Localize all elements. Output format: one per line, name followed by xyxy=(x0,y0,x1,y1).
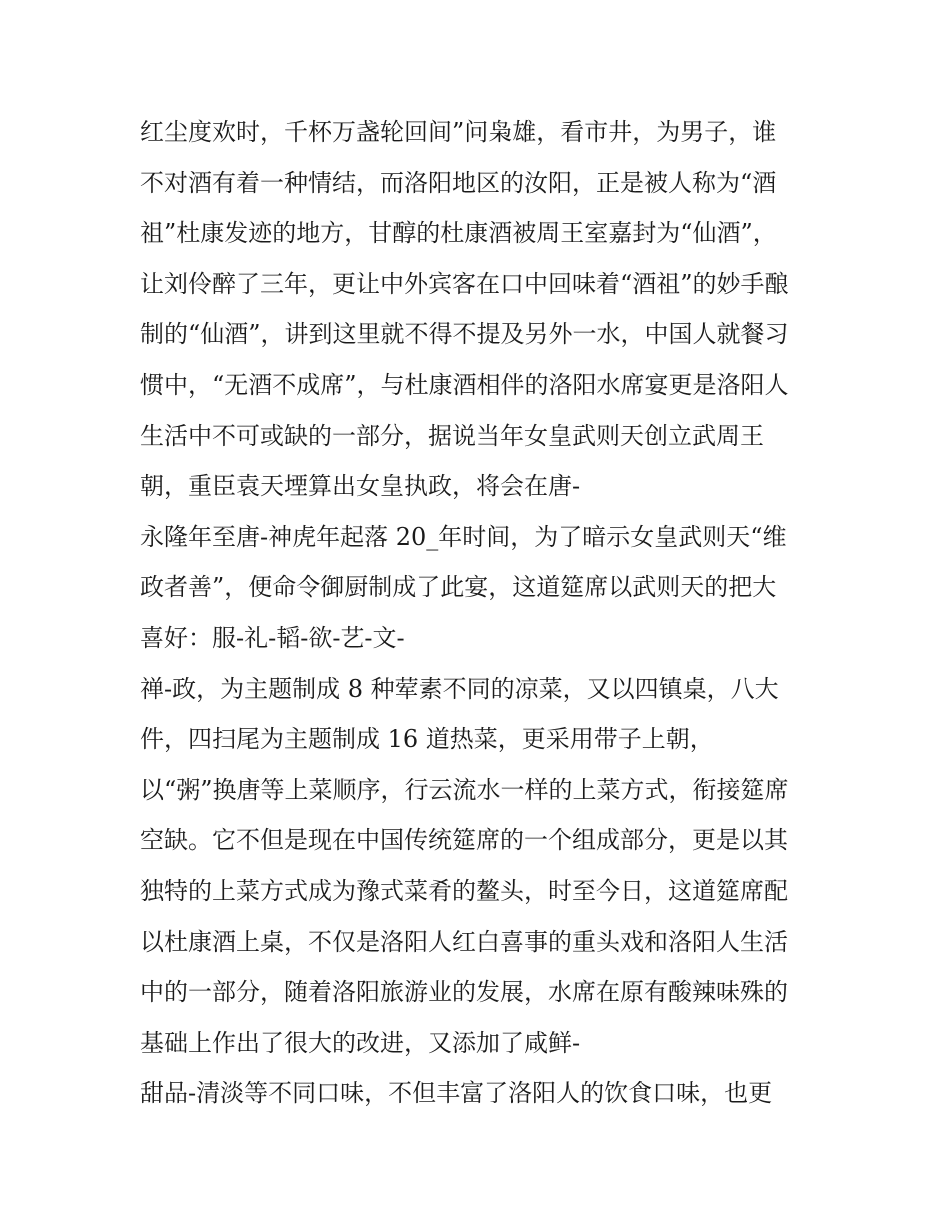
text-line: 以“粥”换唐等上菜顺序，行云流水一样的上菜方式，衔接筵席 xyxy=(140,775,789,804)
text-line: 让刘伶醉了三年，更让中外宾客在口中回味着“酒祖”的妙手酿 xyxy=(140,269,789,298)
text-line: 惯中，“无酒不成席”，与杜康酒相伴的洛阳水席宴更是洛阳人 xyxy=(140,370,789,399)
text-line: 喜好：服-礼-韬-欲-艺-文- xyxy=(140,623,405,652)
text-line: 政者善”，便命令御厨制成了此宴，这道筵席以武则天的把大 xyxy=(140,573,777,602)
text-line: 永隆年至唐-神虎年起落 20_年时间，为了暗示女皇武则天“维 xyxy=(140,522,787,551)
text-line: 祖”杜康发迹的地方，甘醇的杜康酒被周王室嘉封为“仙酒”， xyxy=(140,219,777,248)
text-line: 制的“仙酒”，讲到这里就不得不提及另外一水，中国人就餐习 xyxy=(140,320,789,349)
text-line: 基础上作出了很大的改进，又添加了咸鲜- xyxy=(140,1028,581,1057)
text-line: 禅-政，为主题制成 8 种荤素不同的凉菜，又以四镇桌，八大 xyxy=(140,674,779,703)
text-line: 中的一部分，随着洛阳旅游业的发展，水席在原有酸辣味殊的 xyxy=(140,978,788,1007)
text-line: 不对酒有着一种情结，而洛阳地区的汝阳，正是被人称为“酒 xyxy=(140,168,777,197)
text-line: 独特的上菜方式成为豫式菜肴的鳌头，时至今日，这道筵席配 xyxy=(140,876,788,905)
text-line: 生活中不可或缺的一部分，据说当年女皇武则天创立武周王 xyxy=(140,421,764,450)
text-line: 以杜康酒上桌，不仅是洛阳人红白喜事的重头戏和洛阳人生活 xyxy=(140,927,788,956)
document-body xyxy=(140,107,840,1119)
text-line: 件，四扫尾为主题制成 16 道热菜，更采用带子上朝， xyxy=(140,725,714,754)
text-line: 甜品-清淡等不同口味，不但丰富了洛阳人的饮食口味，也更 xyxy=(140,1079,773,1108)
text-line: 空缺。它不但是现在中国传统筵席的一个组成部分，更是以其 xyxy=(140,826,788,855)
text-line: 红尘度欢时，千杯万盏轮回间”问枭雄，看市井，为男子，谁 xyxy=(140,118,777,146)
text-line: 朝，重臣袁天堙算出女皇执政，将会在唐- xyxy=(140,472,581,501)
